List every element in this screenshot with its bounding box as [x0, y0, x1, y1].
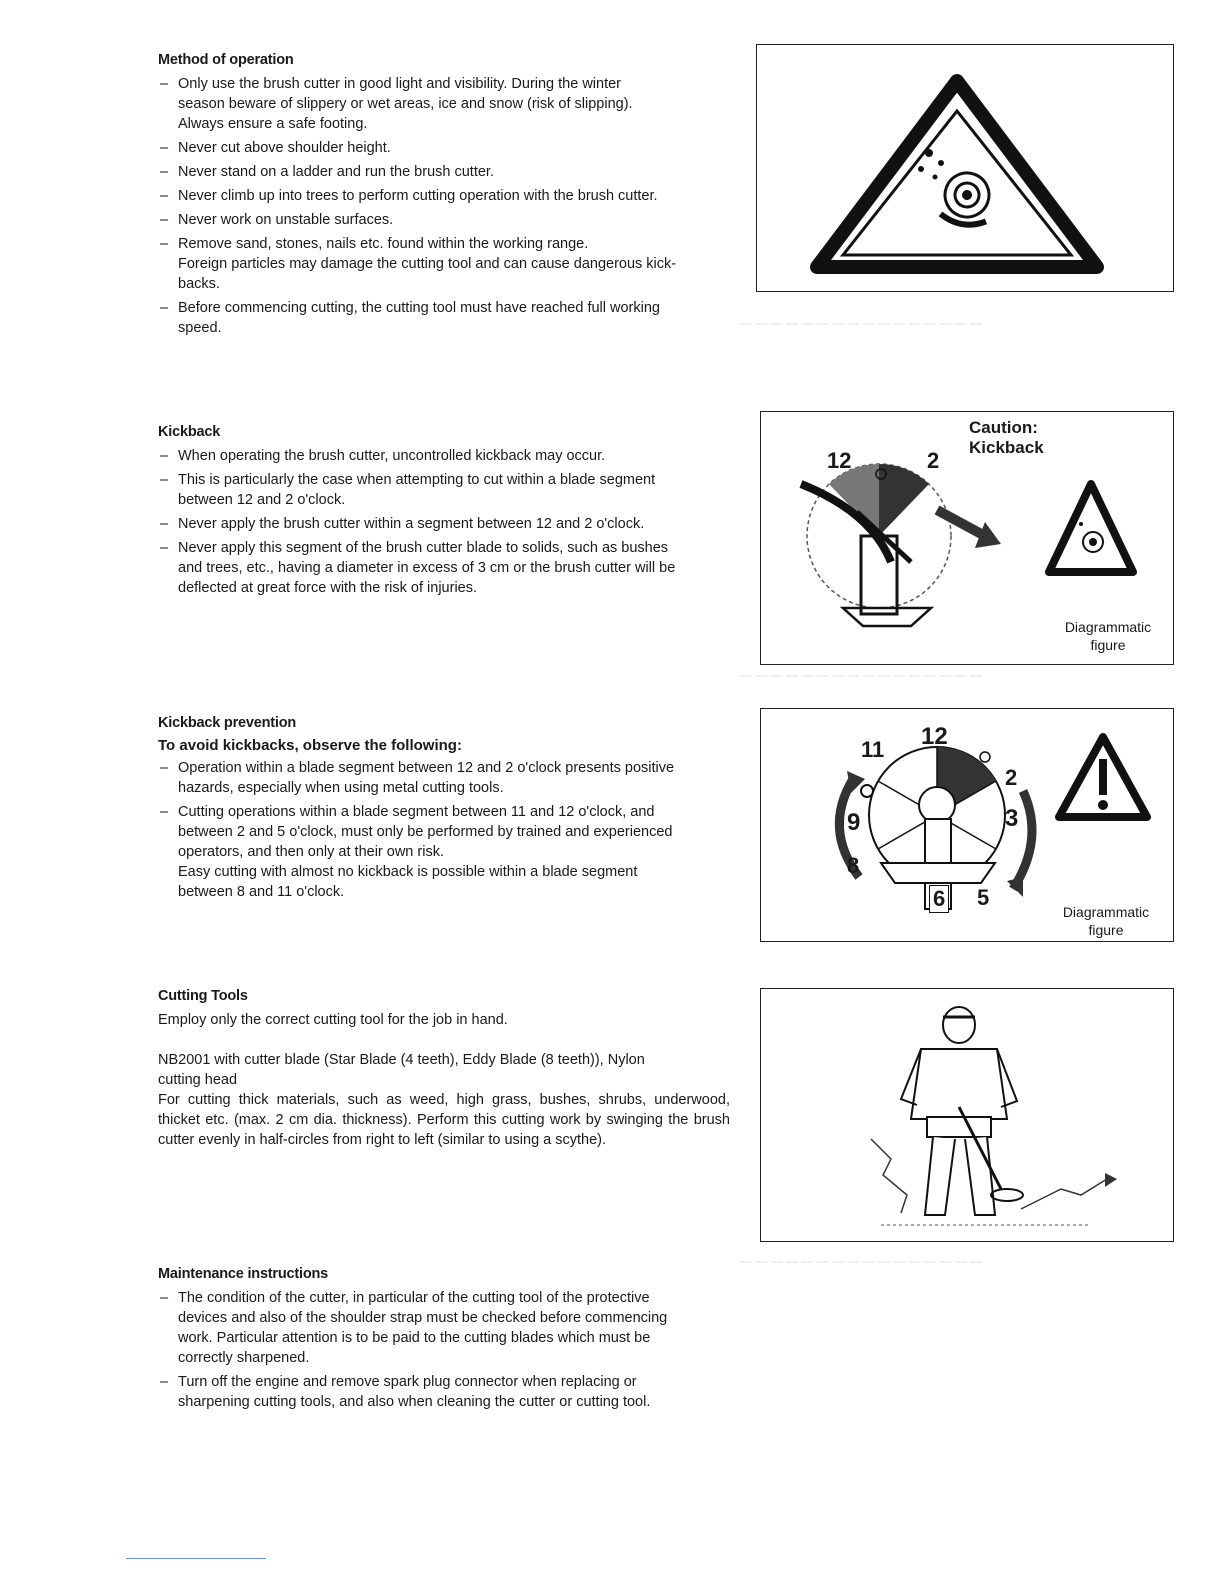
bullet-line: – Operation within a blade segment between 12 and 2 o'clock presents positive — [178, 760, 675, 776]
caption-line-2: figure — [1088, 922, 1124, 938]
bullet-line: Easy cutting with almost no kickback is possible within a blade segment — [178, 864, 638, 880]
bullet-line: – Never stand on a ladder and run the brush cutter. — [178, 164, 494, 180]
bullet-item — [158, 470, 738, 510]
bullet-item — [158, 74, 738, 134]
bleed-through-text: — — — — — — — — — — — — — — — — — [740, 1254, 983, 1268]
figure-operator-cutting — [760, 988, 1174, 1242]
bullet-line: deflected at great force with the risk of injuries. — [178, 580, 478, 596]
section-kickback-prevention — [158, 715, 738, 906]
bullet-line: season beware of slippery or wet areas, ice and snow (risk of slipping). — [178, 96, 633, 112]
bullet-line: – Before commencing cutting, the cutting tool must have reached full working — [178, 300, 660, 316]
bullet-item — [158, 802, 738, 902]
clock-number-11: 11 — [861, 737, 885, 762]
bullet-item — [158, 162, 738, 182]
clock-number-5: 5 — [977, 885, 990, 910]
section-title: Kickback prevention — [158, 715, 297, 731]
bullet-item — [158, 210, 738, 230]
bullet-line: – Cutting operations within a blade segment between 11 and 12 o'clock, and — [178, 804, 655, 820]
tools-model-line: NB2001 with cutter blade (Star Blade (4 teeth), Eddy Blade (8 teeth)), Nylon — [158, 1052, 645, 1068]
caption-line-1: Diagrammatic — [1062, 904, 1150, 920]
section-cutting-tools — [158, 988, 730, 1150]
bullet-item — [158, 234, 738, 294]
caution-label: Caution: — [969, 418, 1038, 437]
bleed-through-text: — — — — — — — — — — — — — — — — — [740, 668, 983, 682]
clock-number-9: 9 — [847, 809, 861, 836]
bullet-line: operators, and then only at their own risk. — [178, 844, 444, 860]
caption-line-1: Diagrammatic — [1064, 619, 1152, 635]
bleed-through-text: — — — — — — — — — — — — — — — — — [740, 316, 983, 330]
bullet-line: backs. — [178, 276, 220, 292]
warning-triangle-icon — [757, 45, 1173, 291]
kickback-label: Kickback — [969, 438, 1044, 457]
bullet-line: – When operating the brush cutter, uncontrolled kickback may occur. — [178, 448, 606, 464]
section-method-of-operation — [158, 52, 738, 342]
prevention-list — [158, 758, 738, 902]
bullet-line: – Never work on unstable surfaces. — [178, 212, 394, 228]
bullet-line: – This is particularly the case when attempting to cut within a blade segment — [178, 472, 656, 488]
tools-body: For cutting thick materials, such as weed, high grass, bushes, shrubs, underwood, thicket etc. (max. 2 cm dia. thickness). Perform this cutting work by swinging the brush cutter evenly in half-circles from right to left (similar to using a scythe). — [158, 1092, 730, 1148]
bullet-item — [158, 1288, 738, 1368]
bullet-line: Always ensure a safe footing. — [178, 116, 368, 132]
clock-number-8: 8 — [847, 853, 860, 878]
section-kickback — [158, 424, 738, 602]
section-title: Maintenance instructions — [158, 1266, 329, 1282]
maintenance-list — [158, 1288, 738, 1412]
bullet-line: – Never apply this segment of the brush cutter blade to solids, such as bushes — [178, 540, 669, 556]
section-title: Kickback — [158, 424, 221, 440]
bullet-line: sharpening cutting tools, and also when cleaning the cutter or cutting tool. — [178, 1394, 651, 1410]
section-maintenance — [158, 1266, 738, 1416]
footer-rule — [126, 1558, 266, 1559]
clock-number-6: 6 — [929, 885, 949, 913]
figure-caption — [1051, 903, 1161, 939]
bullet-line: – Never cut above shoulder height. — [178, 140, 391, 156]
bullet-line: correctly sharpened. — [178, 1350, 310, 1366]
bullet-line: Foreign particles may damage the cutting tool and can cause dangerous kick- — [178, 256, 677, 272]
bullet-item — [158, 186, 738, 206]
caption-line-2: figure — [1090, 637, 1126, 653]
figure-caption — [1053, 618, 1163, 654]
bullet-line: – Remove sand, stones, nails etc. found within the working range. — [178, 236, 589, 252]
bullet-line: between 12 and 2 o'clock. — [178, 492, 346, 508]
clock-number-2: 2 — [927, 448, 940, 473]
bullet-line: work. Particular attention is to be paid to the cutting blades which must be — [178, 1330, 651, 1346]
bullet-line: hazards, especially when using metal cutting tools. — [178, 780, 504, 796]
bullet-item — [158, 446, 738, 466]
bullet-line: – Never apply the brush cutter within a segment between 12 and 2 o'clock. — [178, 516, 645, 532]
bullet-item — [158, 138, 738, 158]
section-title: Method of operation — [158, 52, 294, 68]
clock-number-3: 3 — [1005, 805, 1019, 832]
clock-number-2: 2 — [1005, 765, 1018, 790]
figure-blade-segments — [760, 708, 1174, 942]
bullet-line: – Never climb up into trees to perform cutting operation with the brush cutter. — [178, 188, 658, 204]
bullet-item — [158, 1372, 738, 1412]
kickback-list — [158, 446, 738, 598]
operator-illustration — [761, 989, 1173, 1241]
figure-warning-triangle — [756, 44, 1174, 292]
section-subtitle: To avoid kickbacks, observe the following: — [158, 737, 462, 754]
bullet-line: – The condition of the cutter, in particular of the cutting tool of the protective — [178, 1290, 650, 1306]
bullet-item — [158, 514, 738, 534]
bullet-line: between 2 and 5 o'clock, must only be performed by trained and experienced — [178, 824, 673, 840]
bullet-line: – Only use the brush cutter in good light and visibility. During the winter — [178, 76, 622, 92]
method-list — [158, 74, 738, 338]
bullet-line: between 8 and 11 o'clock. — [178, 884, 345, 900]
bullet-line: – Turn off the engine and remove spark plug connector when replacing or — [178, 1374, 637, 1390]
tools-intro: Employ only the correct cutting tool for the job in hand. — [158, 1012, 508, 1028]
clock-number-12: 12 — [827, 448, 852, 473]
bullet-line: speed. — [178, 320, 222, 336]
small-warning-triangle-icon — [1049, 484, 1133, 572]
bullet-line: and trees, etc., having a diameter in excess of 3 cm or the brush cutter will be — [178, 560, 676, 576]
section-title: Cutting Tools — [158, 988, 248, 1004]
bullet-item — [158, 298, 738, 338]
figure-caution-kickback — [760, 411, 1174, 665]
tools-model-line-2: cutting head — [158, 1072, 238, 1088]
bullet-line: devices and also of the shoulder strap must be checked before commencing — [178, 1310, 668, 1326]
clock-number-12: 12 — [921, 723, 948, 750]
bullet-item — [158, 758, 738, 798]
bullet-item — [158, 538, 738, 598]
